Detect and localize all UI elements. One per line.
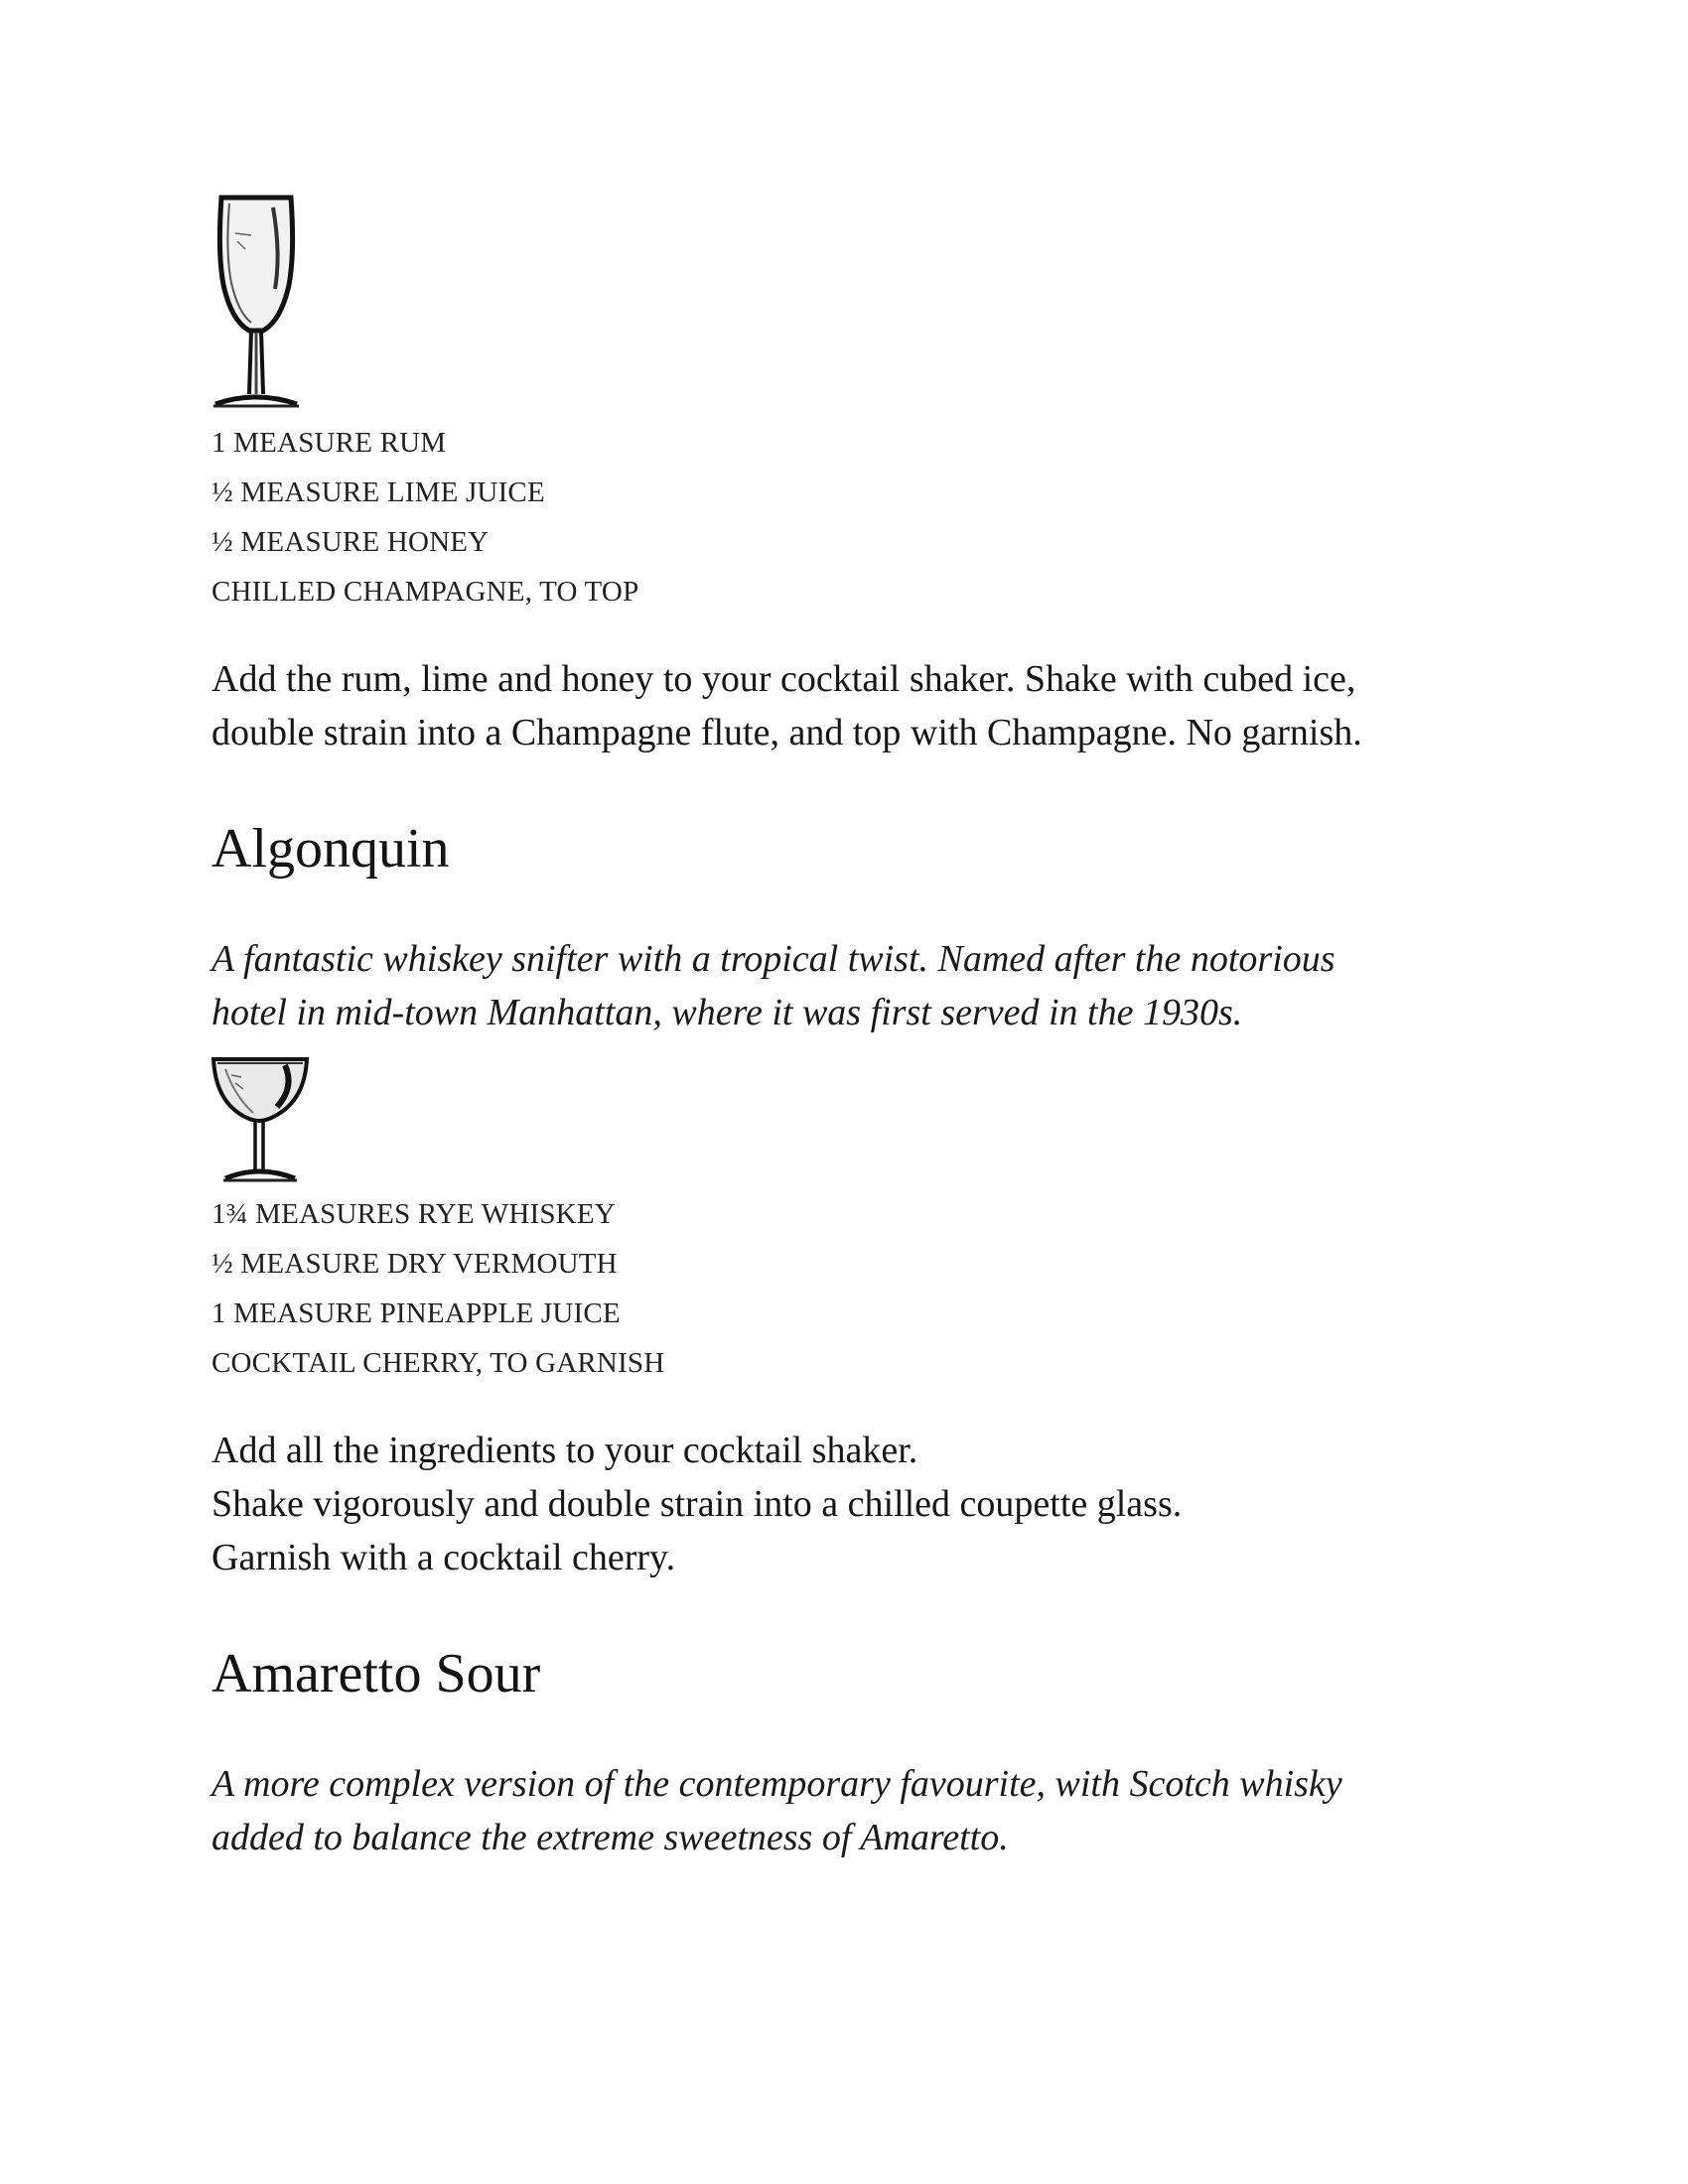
method-line: Shake vigorously and double strain into a chilled coupette glass. [211, 1483, 1183, 1525]
intro-line: added to balance the extreme sweetness of Amaretto. [211, 1817, 1009, 1858]
intro-line: hotel in mid-town Manhattan, where it was first served in the 1930s. [211, 992, 1243, 1033]
method-line: Add all the ingredients to your cocktail shaker. [211, 1430, 918, 1471]
recipe-title: Amaretto Sour [211, 1643, 541, 1705]
method-line: Garnish with a cocktail cherry. [211, 1537, 676, 1578]
champagne-flute-icon [211, 194, 1502, 414]
ingredient-list [211, 418, 1502, 616]
coupette-glass-icon [211, 1053, 1502, 1185]
recipe-intro [211, 1757, 1502, 1864]
method-line: Add the rum, lime and honey to your cocktail shaker. Shake with cubed ice, [211, 658, 1356, 700]
ingredient-item: CHILLED CHAMPAGNE, TO TOP [211, 576, 639, 608]
ingredient-item: ½ MEASURE DRY VERMOUTH [211, 1248, 618, 1280]
intro-line: A fantastic whiskey snifter with a tropical twist. Named after the notorious [211, 938, 1336, 980]
method-text [211, 1424, 1502, 1584]
recipe-intro [211, 932, 1502, 1039]
intro-line: A more complex version of the contemporary favourite, with Scotch whisky [211, 1763, 1342, 1805]
ingredient-list [211, 1189, 1502, 1388]
ingredient-item: 1¾ MEASURES RYE WHISKEY [211, 1198, 616, 1230]
method-text [211, 652, 1502, 759]
ingredient-item: 1 MEASURE PINEAPPLE JUICE [211, 1297, 621, 1329]
method-line: double strain into a Champagne flute, and top with Champagne. No garnish. [211, 712, 1362, 753]
ingredient-item: ½ MEASURE HONEY [211, 526, 490, 558]
ingredient-item: 1 MEASURE RUM [211, 427, 447, 459]
recipe-title: Algonquin [211, 818, 450, 880]
ingredient-item: COCKTAIL CHERRY, TO GARNISH [211, 1347, 665, 1379]
recipe-page [211, 194, 1502, 1864]
ingredient-item: ½ MEASURE LIME JUICE [211, 477, 545, 508]
